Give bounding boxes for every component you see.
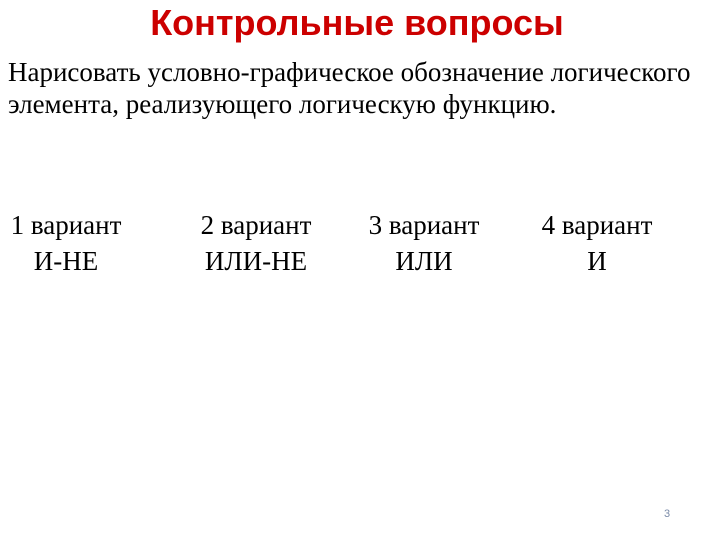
variant-label: 3 вариант [368,210,480,240]
variant-function: И [587,246,607,276]
variant-label: 4 вариант [541,210,653,240]
variant-label: 2 вариант [200,210,312,240]
variant-2 [194,209,318,277]
variant-3 [362,209,486,277]
slide-title-text: Контрольные вопросы [150,2,564,43]
variant-4 [535,209,659,277]
page-number: 3 [664,508,671,520]
slide-title [0,2,720,44]
task-text: Нарисовать условно-графическое обозначение логического элемента, реализующего логическую функцию. [8,57,691,119]
variant-label: 1 вариант [10,210,122,240]
variant-function: ИЛИ-НЕ [204,246,308,276]
variant-function: И-НЕ [33,246,99,276]
variant-function: ИЛИ [395,246,453,276]
variant-1 [4,209,128,277]
